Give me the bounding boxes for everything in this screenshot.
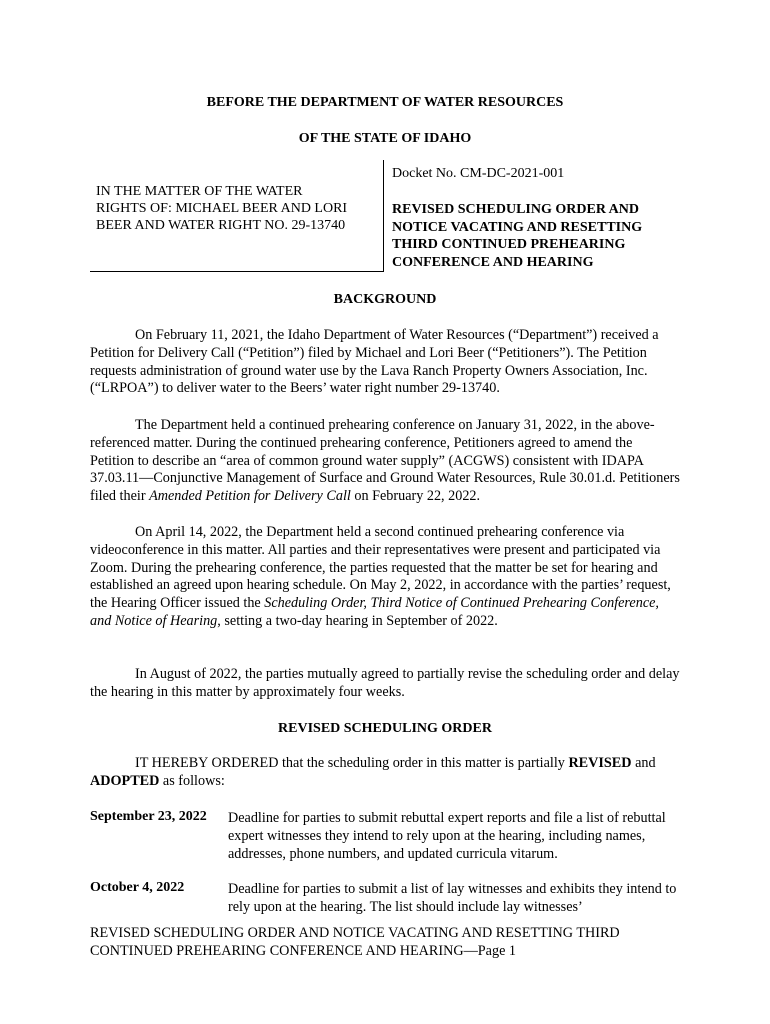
schedule-text-2: Deadline for parties to submit a list of lay witnesses and exhibits they intend to rely upon at the hearing. The list should include lay witnesses’ xyxy=(228,881,677,915)
caption-bottom-rule xyxy=(90,271,384,272)
order-title xyxy=(392,201,692,271)
caption-matter-line3: BEER AND WATER RIGHT NO. 29-13740 xyxy=(96,218,346,233)
schedule-date-2: October 4, 2022 xyxy=(90,880,185,895)
amended-petition-title: Amended Petition for Delivery Call xyxy=(149,488,351,505)
document-heading-line1: BEFORE THE DEPARTMENT OF WATER RESOURCES xyxy=(206,95,564,110)
background-paragraph-1: On February 11, 2021, the Idaho Department of Water Resources (“Department”) received a Petition for Delivery Call (“Petition”) filed by Michael and Lori Beer (“Petitioners”). The Petition requests administration of ground water use by the Lava Ranch Property Owners Association, Inc. (“LRPOA”) to deliver water to the Beers’ water right number 29-13740. xyxy=(90,327,659,397)
docket-number: Docket No. CM-DC-2021-001 xyxy=(392,166,565,181)
schedule-text-1: Deadline for parties to submit rebuttal expert reports and file a list of rebuttal expert witnesses they intend to rely upon at the hearing, including names, addresses, phone numbers, and updated curricula vitarum. xyxy=(228,810,666,862)
order-title-line4: CONFERENCE AND HEARING xyxy=(392,254,594,270)
order-title-line3: THIRD CONTINUED PREHEARING xyxy=(392,237,626,252)
background-heading: BACKGROUND xyxy=(333,292,437,307)
schedule-date-1: September 23, 2022 xyxy=(90,809,207,824)
caption-matter-line1: IN THE MATTER OF THE WATER xyxy=(96,184,303,199)
document-heading-line2: OF THE STATE OF IDAHO xyxy=(298,131,472,146)
case-caption-matter xyxy=(96,183,386,234)
background-paragraph-3: On April 14, 2022, the Department held a second continued prehearing conference via videoconference in this matter. All parties and their representatives were present and participated via Zoom. During the prehearing conference, the parties requested that the matter be set for hearing and established an agreed upon hearing schedule. On May 2, 2022, in accordance with the parties’ request, the Hearing Officer issued the Scheduling Order, Third Notice of Continued Prehearing Conference, and Notice of Hearing, setting a two-day hearing in September of 2022. xyxy=(90,524,671,629)
caption-matter-line2: RIGHTS OF: MICHAEL BEER AND LORI xyxy=(96,201,348,216)
scheduling-order-title: Scheduling Order, Third Notice of Continued Prehearing Conference, and Notice of Hearing xyxy=(90,595,659,629)
caption-vertical-rule xyxy=(383,160,384,272)
order-intro-paragraph: IT HEREBY ORDERED that the scheduling order in this matter is partially REVISED and ADOPTED as follows: xyxy=(90,755,656,789)
background-paragraph-2: The Department held a continued prehearing conference on January 31, 2022, in the above-referenced matter. During the continued prehearing conference, Petitioners agreed to amend the Petition to describe an “area of common ground water supply” (ACGWS) consistent with IDAPA 37.03.11—Conjunctive Management of Surface and Ground Water Resources, Rule 30.01.d. Petitioners filed their Amended Petition for Delivery Call on February 22, 2022. xyxy=(90,417,680,505)
background-paragraph-4: In August of 2022, the parties mutually agreed to partially revise the scheduling order and delay the hearing in this matter by approximately four weeks. xyxy=(90,666,680,700)
order-title-line2: NOTICE VACATING AND RESETTING xyxy=(392,219,643,235)
page-footer xyxy=(90,924,690,960)
footer-line1: REVISED SCHEDULING ORDER AND NOTICE VACATING AND RESETTING THIRD xyxy=(90,925,620,941)
revised-scheduling-order-heading: REVISED SCHEDULING ORDER xyxy=(278,721,492,736)
footer-line2: CONTINUED PREHEARING CONFERENCE AND HEARING—Page 1 xyxy=(90,943,517,959)
order-title-line1: REVISED SCHEDULING ORDER AND xyxy=(392,202,639,217)
